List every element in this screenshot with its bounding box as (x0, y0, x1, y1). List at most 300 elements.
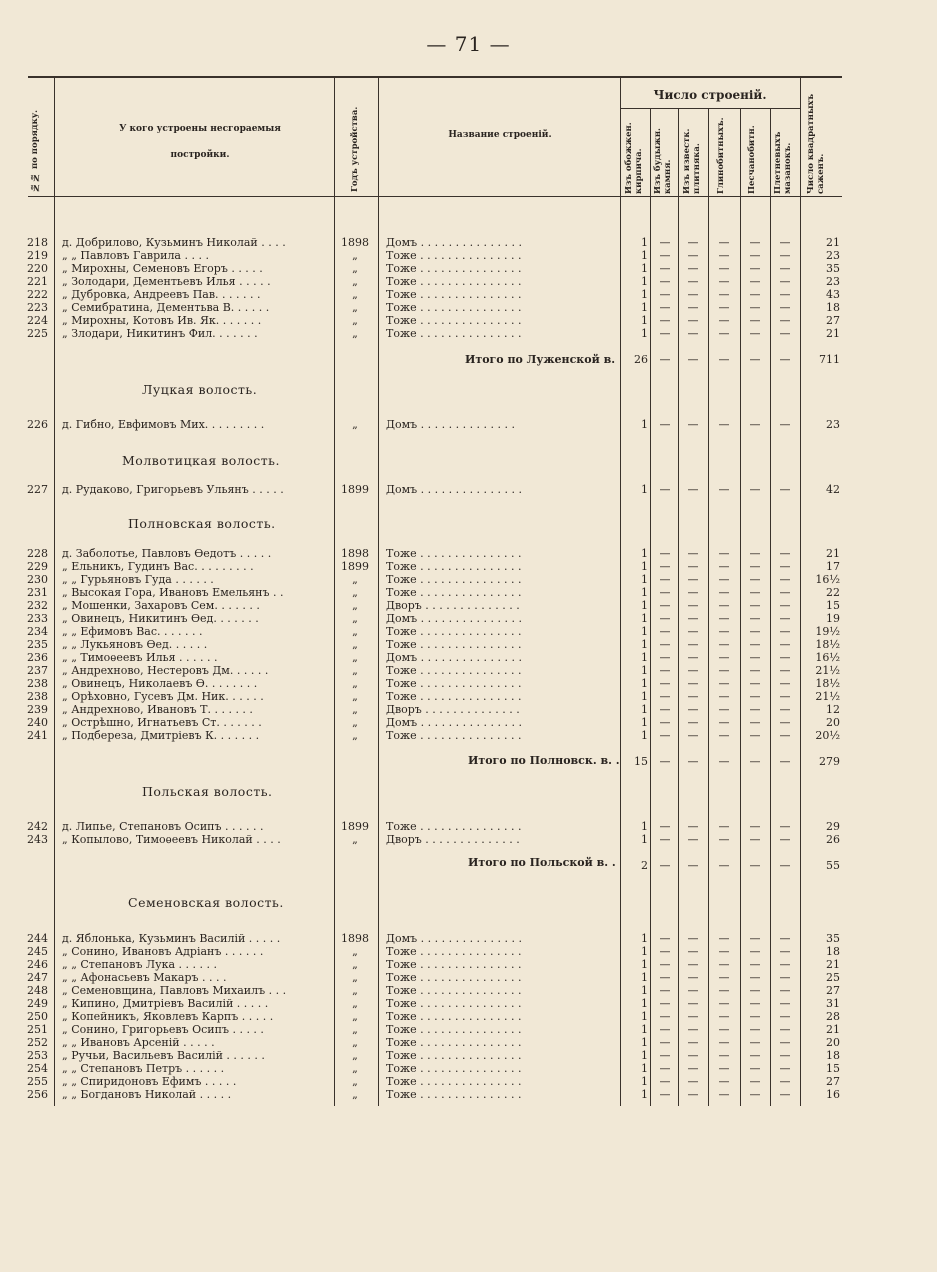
row-dash: — (687, 483, 699, 496)
row-number: 237 (27, 664, 48, 677)
row-dash: — (718, 1023, 730, 1036)
row-count: 1 (641, 314, 648, 327)
total-dash: — (659, 755, 671, 768)
row-year: „ (352, 664, 358, 677)
row-dash: — (749, 547, 761, 560)
row-dash: — (659, 1088, 671, 1101)
row-area: 17 (826, 560, 840, 573)
header-sub-3: Изъ известк. плитняка. (682, 128, 702, 194)
row-year: „ (352, 301, 358, 314)
row-dash: — (718, 547, 730, 560)
row-dash: — (718, 586, 730, 599)
row-area: 27 (826, 1075, 840, 1088)
row-dash: — (718, 945, 730, 958)
row-dash: — (749, 690, 761, 703)
row-number: 218 (27, 236, 48, 249)
row-dash: — (749, 612, 761, 625)
row-dash: — (687, 677, 699, 690)
row-dash: — (659, 573, 671, 586)
row-count: 1 (641, 573, 648, 586)
row-owner: „ „ Тимоѳеевъ Илья . . . . . . (62, 651, 218, 664)
row-dash: — (749, 1062, 761, 1075)
row-dash: — (687, 314, 699, 327)
row-dash: — (779, 586, 791, 599)
total-dash: — (749, 353, 761, 366)
row-year: „ (352, 314, 358, 327)
row-dash: — (687, 599, 699, 612)
row-building: Тоже . . . . . . . . . . . . . . . (386, 288, 522, 301)
row-year: „ (352, 984, 358, 997)
row-year: „ (352, 249, 358, 262)
row-count: 1 (641, 612, 648, 625)
row-building: Дворъ . . . . . . . . . . . . . . (386, 703, 520, 716)
row-dash: — (718, 1075, 730, 1088)
row-dash: — (718, 932, 730, 945)
row-building: Тоже . . . . . . . . . . . . . . . (386, 1010, 522, 1023)
row-building: Тоже . . . . . . . . . . . . . . . (386, 638, 522, 651)
row-year: „ (352, 677, 358, 690)
header-count-group: Число строеній. (653, 88, 767, 102)
row-area: 20 (826, 716, 840, 729)
row-count: 1 (641, 625, 648, 638)
row-count: 1 (641, 327, 648, 340)
row-dash: — (779, 932, 791, 945)
row-area: 16½ (815, 651, 840, 664)
row-number: 228 (27, 547, 48, 560)
row-dash: — (749, 327, 761, 340)
row-dash: — (749, 236, 761, 249)
row-year: „ (352, 599, 358, 612)
row-owner: „ Сонино, Ивановъ Адріанъ . . . . . . (62, 945, 264, 958)
row-dash: — (687, 664, 699, 677)
row-count: 1 (641, 664, 648, 677)
page-number: — 71 — (426, 32, 511, 56)
row-year: „ (352, 275, 358, 288)
row-dash: — (718, 560, 730, 573)
row-count: 1 (641, 638, 648, 651)
row-year: „ (352, 971, 358, 984)
row-count: 1 (641, 236, 648, 249)
row-building: Тоже . . . . . . . . . . . . . . . (386, 820, 522, 833)
row-owner: „ Высокая Гора, Ивановъ Емельянъ . . (62, 586, 284, 599)
section-polnovsk: Полновская волость. (128, 516, 276, 531)
row-dash: — (687, 958, 699, 971)
row-number: 227 (27, 483, 48, 496)
row-dash: — (718, 1062, 730, 1075)
row-dash: — (779, 833, 791, 846)
row-owner: „ Ручьи, Васильевъ Василій . . . . . . (62, 1049, 265, 1062)
row-dash: — (749, 664, 761, 677)
header-owner: У кого устроены несгораемыя постройки. (119, 124, 281, 160)
row-owner: д. Заболотье, Павловъ Ѳедотъ . . . . . (62, 547, 272, 560)
row-building: Тоже . . . . . . . . . . . . . . . (386, 664, 522, 677)
row-dash: — (779, 1049, 791, 1062)
row-dash: — (718, 301, 730, 314)
row-dash: — (687, 1088, 699, 1101)
row-dash: — (779, 1023, 791, 1036)
col-rule-4 (620, 76, 621, 1106)
section-semenovsk: Семеновская волость. (128, 895, 284, 910)
row-building: Тоже . . . . . . . . . . . . . . . (386, 262, 522, 275)
row-dash: — (659, 664, 671, 677)
row-number: 254 (27, 1062, 48, 1075)
row-number: 243 (27, 833, 48, 846)
col-rule-1 (54, 76, 55, 1106)
row-number: 248 (27, 984, 48, 997)
row-dash: — (718, 275, 730, 288)
row-area: 25 (826, 971, 840, 984)
row-dash: — (718, 638, 730, 651)
row-dash: — (687, 690, 699, 703)
row-number: 239 (27, 703, 48, 716)
row-building: Тоже . . . . . . . . . . . . . . . (386, 1036, 522, 1049)
row-dash: — (779, 729, 791, 742)
row-owner: „ „ Ивановъ Арсеній . . . . . (62, 1036, 215, 1049)
row-building: Тоже . . . . . . . . . . . . . . . (386, 586, 522, 599)
row-dash: — (749, 249, 761, 262)
row-number: 220 (27, 262, 48, 275)
row-dash: — (749, 1023, 761, 1036)
row-area: 12 (826, 703, 840, 716)
row-dash: — (749, 651, 761, 664)
row-dash: — (718, 958, 730, 971)
row-area: 26 (826, 833, 840, 846)
row-number: 221 (27, 275, 48, 288)
row-count: 1 (641, 249, 648, 262)
row-dash: — (659, 547, 671, 560)
row-owner: „ „ Степановъ Лука . . . . . . (62, 958, 217, 971)
row-dash: — (749, 1010, 761, 1023)
row-count: 1 (641, 958, 648, 971)
row-dash: — (659, 418, 671, 431)
row-count: 1 (641, 984, 648, 997)
header-num: №№ по порядку. (30, 109, 40, 192)
row-dash: — (659, 677, 671, 690)
row-year: „ (352, 703, 358, 716)
total-dash: — (687, 859, 699, 872)
row-dash: — (659, 301, 671, 314)
row-count: 1 (641, 703, 648, 716)
row-number: 219 (27, 249, 48, 262)
row-area: 42 (826, 483, 840, 496)
row-dash: — (659, 275, 671, 288)
row-area: 19 (826, 612, 840, 625)
row-building: Тоже . . . . . . . . . . . . . . . (386, 301, 522, 314)
row-count: 1 (641, 716, 648, 729)
row-owner: „ Мирохны, Котовъ Ив. Як. . . . . . . (62, 314, 262, 327)
row-owner: „ Ельникъ, Гудинъ Вас. . . . . . . . . (62, 560, 254, 573)
row-count: 1 (641, 1075, 648, 1088)
row-year: 1898 (341, 547, 369, 560)
row-dash: — (659, 690, 671, 703)
row-dash: — (718, 314, 730, 327)
row-dash: — (779, 638, 791, 651)
section-polsk: Польская волость. (142, 784, 273, 799)
row-year: „ (352, 327, 358, 340)
row-dash: — (687, 820, 699, 833)
row-owner: „ Сонино, Григорьевъ Осипъ . . . . . (62, 1023, 264, 1036)
row-dash: — (779, 1075, 791, 1088)
row-dash: — (659, 997, 671, 1010)
row-owner: д. Гибно, Евфимовъ Мих. . . . . . . . . (62, 418, 265, 431)
row-dash: — (779, 997, 791, 1010)
row-count: 1 (641, 1010, 648, 1023)
row-count: 1 (641, 729, 648, 742)
row-owner: д. Добрилово, Кузьминъ Николай . . . . (62, 236, 286, 249)
row-count: 1 (641, 1049, 648, 1062)
row-area: 35 (826, 932, 840, 945)
header-area: Число квадратныхъ саженъ. (806, 93, 826, 194)
row-area: 15 (826, 599, 840, 612)
row-dash: — (687, 249, 699, 262)
row-building: Тоже . . . . . . . . . . . . . . . (386, 327, 522, 340)
row-owner: д. Яблонька, Кузьминъ Василій . . . . . (62, 932, 281, 945)
row-dash: — (779, 314, 791, 327)
row-area: 22 (826, 586, 840, 599)
row-dash: — (659, 262, 671, 275)
total-luzhensk-area: 711 (819, 353, 840, 366)
total-polnovsk-area: 279 (819, 755, 840, 768)
row-number: 232 (27, 599, 48, 612)
row-dash: — (659, 560, 671, 573)
row-number: 226 (27, 418, 48, 431)
row-year: „ (352, 586, 358, 599)
row-dash: — (779, 690, 791, 703)
row-building: Тоже . . . . . . . . . . . . . . . (386, 958, 522, 971)
row-year: „ (352, 1023, 358, 1036)
row-dash: — (749, 833, 761, 846)
row-dash: — (687, 301, 699, 314)
row-dash: — (718, 1049, 730, 1062)
row-dash: — (718, 612, 730, 625)
row-year: „ (352, 612, 358, 625)
row-number: 225 (27, 327, 48, 340)
row-area: 27 (826, 314, 840, 327)
row-dash: — (659, 958, 671, 971)
row-dash: — (749, 262, 761, 275)
header-building: Название строеній. (448, 130, 552, 140)
row-area: 43 (826, 288, 840, 301)
row-area: 23 (826, 275, 840, 288)
row-owner: „ Подбереза, Дмитріевъ К. . . . . . . (62, 729, 260, 742)
row-area: 21 (826, 1023, 840, 1036)
row-dash: — (718, 573, 730, 586)
row-dash: — (718, 820, 730, 833)
row-area: 18½ (815, 677, 840, 690)
row-owner: „ Злодари, Никитинъ Фил. . . . . . . (62, 327, 258, 340)
row-dash: — (659, 1049, 671, 1062)
row-number: 224 (27, 314, 48, 327)
row-dash: — (659, 1075, 671, 1088)
row-owner: „ „ Ефимовъ Вас. . . . . . . (62, 625, 203, 638)
row-dash: — (779, 560, 791, 573)
row-building: Тоже . . . . . . . . . . . . . . . (386, 249, 522, 262)
row-dash: — (749, 301, 761, 314)
row-dash: — (687, 1075, 699, 1088)
row-dash: — (659, 314, 671, 327)
total-dash: — (749, 755, 761, 768)
row-dash: — (718, 664, 730, 677)
col-rule-9 (770, 108, 771, 1106)
row-number: 235 (27, 638, 48, 651)
row-year: „ (352, 288, 358, 301)
row-dash: — (779, 1036, 791, 1049)
row-dash: — (687, 932, 699, 945)
row-dash: — (779, 971, 791, 984)
total-dash: — (718, 353, 730, 366)
row-building: Тоже . . . . . . . . . . . . . . . (386, 997, 522, 1010)
row-dash: — (779, 301, 791, 314)
row-number: 244 (27, 932, 48, 945)
row-building: Тоже . . . . . . . . . . . . . . . (386, 1062, 522, 1075)
row-building: Тоже . . . . . . . . . . . . . . . (386, 314, 522, 327)
row-dash: — (718, 236, 730, 249)
row-dash: — (749, 483, 761, 496)
header-sub-2: Изъ будыжн. камня. (653, 128, 673, 194)
row-dash: — (718, 997, 730, 1010)
row-year: „ (352, 625, 358, 638)
row-number: 249 (27, 997, 48, 1010)
row-owner: „ Острѣшно, Игнатьевъ Ст. . . . . . . (62, 716, 262, 729)
row-owner: „ Семеновщина, Павловъ Михаилъ . . . (62, 984, 287, 997)
row-dash: — (718, 288, 730, 301)
header-sub-4: Глинобитныхъ. (716, 117, 726, 194)
row-dash: — (659, 932, 671, 945)
row-dash: — (687, 729, 699, 742)
row-owner: „ „ Афонасьевъ Макаръ . . . . (62, 971, 227, 984)
row-dash: — (659, 729, 671, 742)
row-dash: — (718, 1088, 730, 1101)
col-rule-5 (650, 108, 651, 1106)
row-dash: — (687, 612, 699, 625)
row-year: „ (352, 1088, 358, 1101)
row-year: „ (352, 945, 358, 958)
row-dash: — (687, 1062, 699, 1075)
row-year: „ (352, 716, 358, 729)
row-building: Дворъ . . . . . . . . . . . . . . (386, 833, 520, 846)
row-owner: „ Семибратина, Дементьва В. . . . . . (62, 301, 270, 314)
row-count: 1 (641, 418, 648, 431)
row-area: 29 (826, 820, 840, 833)
row-area: 35 (826, 262, 840, 275)
row-dash: — (659, 612, 671, 625)
row-owner: „ Андрехново, Нестеровъ Дм. . . . . . (62, 664, 269, 677)
row-dash: — (659, 1036, 671, 1049)
row-dash: — (749, 418, 761, 431)
row-area: 18 (826, 301, 840, 314)
row-year: „ (352, 1075, 358, 1088)
row-count: 1 (641, 690, 648, 703)
row-building: Тоже . . . . . . . . . . . . . . . (386, 560, 522, 573)
section-molvotitsk: Молвотицкая волость. (122, 453, 280, 468)
row-count: 1 (641, 997, 648, 1010)
total-dash: — (659, 859, 671, 872)
row-number: 251 (27, 1023, 48, 1036)
row-building: Тоже . . . . . . . . . . . . . . . (386, 1088, 522, 1101)
row-building: Тоже . . . . . . . . . . . . . . . (386, 547, 522, 560)
total-dash: — (718, 755, 730, 768)
row-count: 1 (641, 599, 648, 612)
row-year: „ (352, 1049, 358, 1062)
row-dash: — (718, 716, 730, 729)
row-dash: — (779, 236, 791, 249)
row-area: 18 (826, 945, 840, 958)
row-dash: — (687, 1023, 699, 1036)
row-owner: „ Копылово, Тимоѳеевъ Николай . . . . (62, 833, 281, 846)
row-area: 21 (826, 236, 840, 249)
col-rule-3 (378, 76, 379, 1106)
row-number: 247 (27, 971, 48, 984)
row-count: 1 (641, 651, 648, 664)
row-dash: — (659, 483, 671, 496)
row-dash: — (749, 1075, 761, 1088)
row-number: 230 (27, 573, 48, 586)
row-dash: — (779, 1088, 791, 1101)
row-count: 1 (641, 301, 648, 314)
total-dash: — (779, 755, 791, 768)
row-building: Домъ . . . . . . . . . . . . . . . (386, 651, 523, 664)
total-dash: — (749, 859, 761, 872)
row-number: 240 (27, 716, 48, 729)
row-dash: — (779, 262, 791, 275)
row-number: 252 (27, 1036, 48, 1049)
row-area: 21 (826, 327, 840, 340)
row-dash: — (779, 573, 791, 586)
row-dash: — (749, 586, 761, 599)
row-dash: — (718, 690, 730, 703)
row-dash: — (659, 638, 671, 651)
row-owner: „ Овинецъ, Никитинъ Ѳед. . . . . . . (62, 612, 259, 625)
row-dash: — (718, 971, 730, 984)
row-dash: — (749, 288, 761, 301)
row-dash: — (687, 945, 699, 958)
row-building: Тоже . . . . . . . . . . . . . . . (386, 945, 522, 958)
row-building: Домъ . . . . . . . . . . . . . . . (386, 236, 523, 249)
row-number: 255 (27, 1075, 48, 1088)
row-dash: — (687, 236, 699, 249)
row-area: 21½ (815, 690, 840, 703)
row-dash: — (687, 716, 699, 729)
row-count: 1 (641, 288, 648, 301)
col-rule-8 (740, 108, 741, 1106)
row-dash: — (687, 651, 699, 664)
row-dash: — (779, 677, 791, 690)
row-dash: — (718, 1036, 730, 1049)
row-year: „ (352, 573, 358, 586)
row-dash: — (718, 651, 730, 664)
row-dash: — (779, 483, 791, 496)
row-year: „ (352, 833, 358, 846)
row-owner: д. Рудаково, Григорьевъ Ульянъ . . . . . (62, 483, 284, 496)
row-building: Тоже . . . . . . . . . . . . . . . (386, 625, 522, 638)
row-dash: — (659, 945, 671, 958)
row-building: Тоже . . . . . . . . . . . . . . . (386, 1075, 522, 1088)
row-area: 18½ (815, 638, 840, 651)
row-dash: — (749, 599, 761, 612)
row-owner: „ „ Павловъ Гаврила . . . . (62, 249, 209, 262)
row-dash: — (749, 820, 761, 833)
total-luzhensk-count: 26 (634, 353, 648, 366)
row-count: 1 (641, 971, 648, 984)
section-lutsk: Луцкая волость. (142, 382, 258, 397)
row-dash: — (779, 625, 791, 638)
row-year: 1898 (341, 236, 369, 249)
row-year: „ (352, 690, 358, 703)
row-dash: — (718, 625, 730, 638)
total-polnovsk-count: 15 (634, 755, 648, 768)
row-dash: — (749, 1036, 761, 1049)
row-number: 222 (27, 288, 48, 301)
